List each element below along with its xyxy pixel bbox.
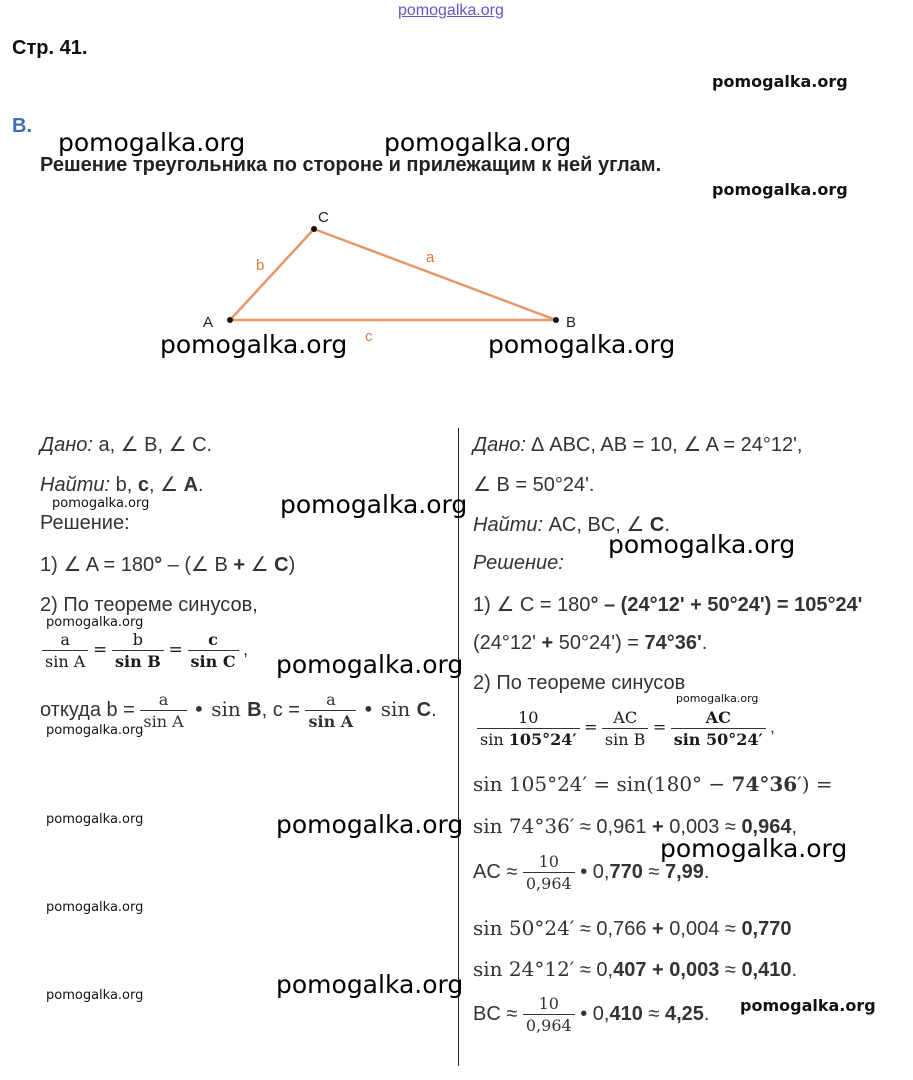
whence-text: C xyxy=(416,698,432,721)
right-sin105 xyxy=(473,772,833,797)
side-c-label: c xyxy=(365,328,373,345)
watermark: pomogalka.org xyxy=(46,615,144,630)
vertex-a-label: A xyxy=(203,314,214,331)
vertex-b-label: B xyxy=(566,314,577,331)
den-part: sin xyxy=(480,730,509,749)
step-text: – (∠ B xyxy=(162,554,234,576)
whence-text: , c = xyxy=(261,698,306,721)
numerator: c xyxy=(208,630,218,649)
formula-text: sin 24°12′ xyxy=(473,957,575,981)
formula-text: 0,004 ≈ xyxy=(663,918,742,940)
denominator: 0,964 xyxy=(523,1014,575,1035)
step-text: ° xyxy=(154,554,163,576)
find-text: C xyxy=(649,514,665,536)
section-title: Решение треугольника по стороне и прилежащим к ней углам. xyxy=(40,154,662,176)
step-text: 50°24') = xyxy=(553,632,645,654)
section-letter: В. xyxy=(12,115,32,137)
step-text: ∠ xyxy=(245,554,275,576)
formula-text: + xyxy=(652,918,664,940)
watermark: pomogalka.org xyxy=(160,330,348,359)
numerator: 10 xyxy=(518,708,539,727)
left-given xyxy=(40,432,212,457)
find-text: b, xyxy=(110,474,138,496)
formula-text: + xyxy=(652,816,664,838)
den-part: 50°24′ xyxy=(706,730,763,749)
vertex-c-label: C xyxy=(318,209,329,226)
numerator: a xyxy=(326,690,336,709)
formula-text: sin 50°24′ xyxy=(473,916,575,940)
fraction xyxy=(112,630,164,671)
den-part: 105°24′ xyxy=(508,730,577,749)
side-b-line xyxy=(230,229,314,320)
watermark: pomogalka.org xyxy=(608,530,796,559)
vertex-a-point xyxy=(227,317,233,323)
step-text: (24°12' xyxy=(473,632,542,654)
given-text: a, ∠ B, ∠ C. xyxy=(92,434,213,456)
fraction xyxy=(671,708,766,749)
watermark: pomogalka.org xyxy=(488,330,676,359)
right-ac xyxy=(473,852,709,893)
denominator: sin A xyxy=(305,710,356,731)
law-of-sines-right xyxy=(477,708,775,749)
left-step-2: 2) По теореме синусов, xyxy=(40,594,258,616)
formula-text: ≈ 0, xyxy=(574,959,614,981)
triangle-diagram xyxy=(190,200,610,350)
numerator: 10 xyxy=(538,852,559,871)
find-text: , ∠ xyxy=(148,474,184,496)
fraction xyxy=(602,708,648,749)
right-sin50 xyxy=(473,916,792,941)
watermark: pomogalka.org xyxy=(660,834,848,863)
formula-text: . xyxy=(703,860,710,883)
formula-text: ′) = xyxy=(797,772,833,796)
left-solution-label: Решение: xyxy=(40,512,130,534)
find-text: c xyxy=(137,474,149,496)
formula-text: ≈ xyxy=(719,959,742,981)
whence-text: . xyxy=(431,698,437,721)
fraction xyxy=(523,852,575,893)
denominator: sin A xyxy=(140,710,186,731)
fraction xyxy=(42,630,88,671)
formula-text: 0,410 xyxy=(741,959,792,981)
find-text: AC, BC, ∠ xyxy=(543,514,650,536)
denominator: 0,964 xyxy=(523,872,575,893)
fraction xyxy=(305,690,356,731)
watermark: pomogalka.org xyxy=(46,900,144,915)
watermark: pomogalka.org xyxy=(46,988,144,1003)
right-given-2: ∠ B = 50°24'. xyxy=(473,474,595,496)
denominator: sin C xyxy=(188,650,239,671)
whence-text: откуда b = xyxy=(40,698,141,721)
formula-text: 0,003 ≈ xyxy=(663,816,742,838)
formula-text: BC ≈ xyxy=(473,1002,523,1025)
numerator: AC xyxy=(613,708,638,727)
watermark: pomogalka.org xyxy=(276,650,464,679)
formula-text: sin 74°36′ xyxy=(473,814,575,838)
numerator: a xyxy=(60,630,70,649)
numerator: AC xyxy=(705,708,731,727)
whence-text: • sin xyxy=(356,696,417,721)
formula-text: sin 105°24′ = sin(180° − xyxy=(473,772,732,796)
given-text: ∆ ABC, AB = 10, ∠ A = 24°12', xyxy=(525,434,803,456)
denominator: sin B xyxy=(602,728,648,749)
right-solution-label: Решение: xyxy=(473,552,564,574)
comma: , xyxy=(243,639,249,659)
step-text: 1) ∠ C = 180 xyxy=(473,594,591,616)
formula-text: ≈ xyxy=(642,860,665,883)
left-find xyxy=(40,472,204,497)
left-step-1 xyxy=(40,552,295,577)
watermark: pomogalka.org xyxy=(276,970,464,999)
top-watermark-link[interactable]: pomogalka.org xyxy=(398,2,504,19)
find-text: . xyxy=(198,474,204,496)
formula-text: 770 xyxy=(609,860,643,883)
vertex-b-point xyxy=(553,317,559,323)
step-text: C xyxy=(274,554,289,576)
right-step-1-line-2 xyxy=(473,632,707,655)
denominator: sin B xyxy=(112,650,164,671)
formula-text: 74°36 xyxy=(731,772,798,796)
watermark: pomogalka.org xyxy=(280,490,468,519)
right-step-2: 2) По теореме синусов xyxy=(473,672,686,694)
find-label: Найти: xyxy=(40,474,111,496)
right-given xyxy=(473,432,802,457)
step-text: 1) ∠ A = 180 xyxy=(40,554,155,576)
watermark: pomogalka.org xyxy=(46,812,144,827)
formula-text: 410 xyxy=(609,1002,643,1025)
denominator: sin A xyxy=(42,650,88,671)
watermark: pomogalka.org xyxy=(276,810,464,839)
denominator xyxy=(671,728,766,749)
step-text: . xyxy=(701,632,708,654)
side-b-label: b xyxy=(256,257,265,274)
side-a-line xyxy=(314,229,556,320)
equals: = xyxy=(93,639,108,660)
find-label: Найти: xyxy=(473,514,544,536)
step-text: ) xyxy=(288,554,296,576)
whence-text: • sin xyxy=(186,696,248,721)
watermark: pomogalka.org xyxy=(384,128,572,157)
right-step-1 xyxy=(473,592,862,617)
fraction xyxy=(188,630,239,671)
step-text: + xyxy=(233,554,246,576)
formula-text: 0,770 xyxy=(741,918,792,940)
watermark: pomogalka.org xyxy=(46,723,144,738)
formula-text: , xyxy=(791,816,798,838)
given-label: Дано: xyxy=(40,434,93,456)
right-bc xyxy=(473,994,709,1035)
vertex-c-point xyxy=(311,226,317,232)
watermark: pomogalka.org xyxy=(740,996,876,1015)
formula-text: 4,25 xyxy=(664,1002,704,1025)
equals: = xyxy=(652,717,667,737)
formula-text: ≈ xyxy=(642,1002,665,1025)
fraction xyxy=(477,708,580,749)
formula-text: 0,964 xyxy=(741,816,792,838)
equals: = xyxy=(168,639,183,660)
numerator: a xyxy=(158,690,169,709)
numerator: 10 xyxy=(538,994,559,1013)
side-a-label: a xyxy=(426,249,435,266)
watermark: pomogalka.org xyxy=(52,496,150,511)
find-text: . xyxy=(664,514,670,536)
equals: = xyxy=(584,717,598,737)
comma: , xyxy=(770,719,775,737)
den-part: sin xyxy=(673,730,707,749)
step-text: + xyxy=(541,632,554,654)
law-of-sines-left xyxy=(42,630,248,671)
formula-text: ≈ 0,961 xyxy=(574,816,653,838)
formula-text: 7,99 xyxy=(664,860,704,883)
page-number: Стр. 41. xyxy=(12,37,88,59)
find-text: A xyxy=(183,474,199,496)
formula-text: . xyxy=(791,959,798,981)
formula-text: AC ≈ xyxy=(473,860,523,883)
denominator xyxy=(477,728,580,749)
formula-text: • 0, xyxy=(574,1002,610,1025)
watermark: pomogalka.org xyxy=(712,180,848,199)
formula-text: . xyxy=(703,1002,710,1025)
formula-text: ≈ 0,766 xyxy=(574,918,653,940)
formula-text: • 0, xyxy=(574,860,610,883)
whence-text: B xyxy=(247,698,262,721)
formula-text: 407 + 0,003 xyxy=(613,959,720,981)
watermark: pomogalka.org xyxy=(676,692,759,705)
step-text: ° – (24°12' + 50°24') = 105°24' xyxy=(590,594,863,616)
fraction xyxy=(523,994,575,1035)
numerator: b xyxy=(132,630,144,649)
fraction xyxy=(140,690,186,731)
step-text: 74°36' xyxy=(644,632,702,654)
right-sin24 xyxy=(473,957,797,982)
watermark: pomogalka.org xyxy=(712,72,848,91)
watermark: pomogalka.org xyxy=(58,128,246,157)
given-label: Дано: xyxy=(473,434,526,456)
